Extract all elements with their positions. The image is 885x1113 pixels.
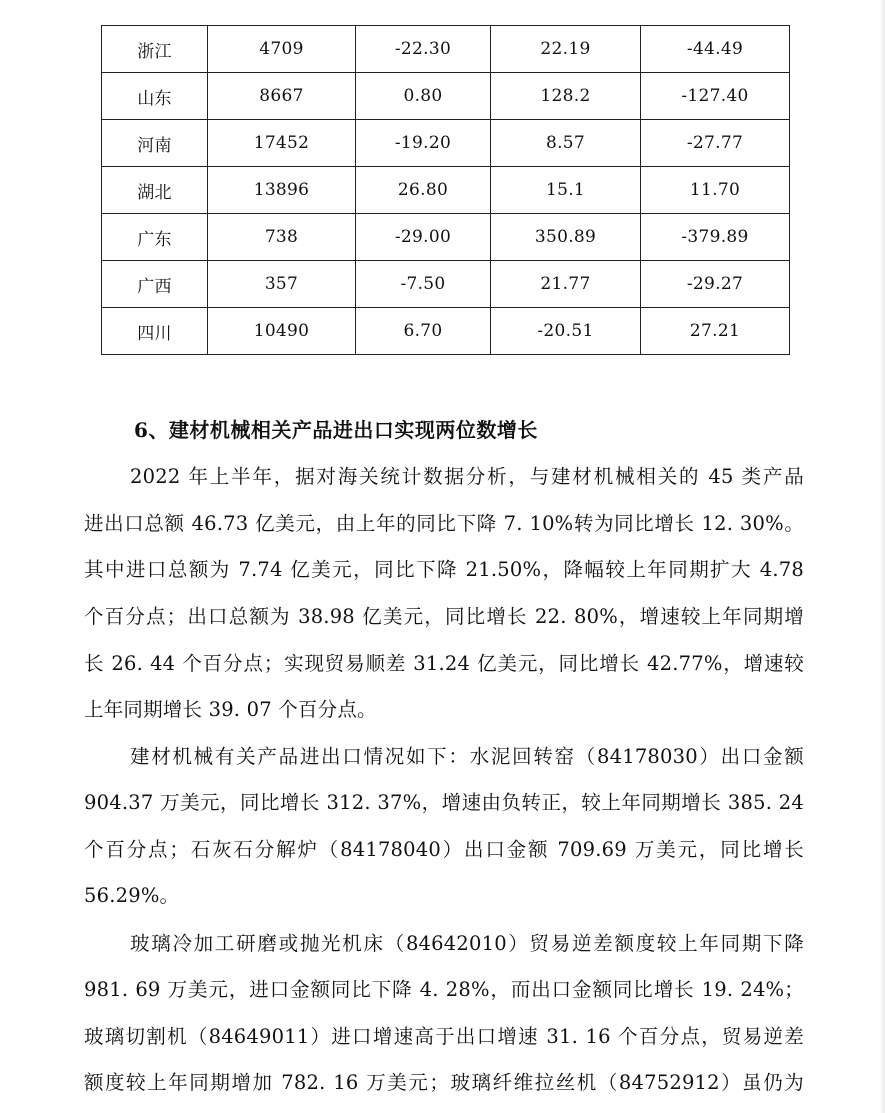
table-cell: 4709: [208, 26, 356, 73]
province-data-table: [101, 25, 790, 355]
table-cell: 0.80: [356, 73, 491, 120]
page-edge-shadow: [879, 0, 885, 1113]
table-cell: -127.40: [641, 73, 790, 120]
table-cell: 357: [208, 261, 356, 308]
paragraph-line: 个百分点；石灰石分解炉（84178040）出口金额 709.69 万美元，同比增长: [84, 838, 804, 861]
table-cell: 26.80: [356, 167, 491, 214]
table-row: [102, 73, 790, 120]
table-cell-province: 河南: [102, 120, 208, 167]
table-cell-province: 湖北: [102, 167, 208, 214]
paragraph-line: 玻璃切割机（84649011）进口增速高于出口增速 31. 16 个百分点，贸易逆差: [84, 1025, 804, 1048]
table-cell: 128.2: [491, 73, 641, 120]
table-row: [102, 308, 790, 355]
table-cell: 17452: [208, 120, 356, 167]
table-cell: -44.49: [641, 26, 790, 73]
table-cell: -379.89: [641, 214, 790, 261]
table-cell: -19.20: [356, 120, 491, 167]
table-cell: 21.77: [491, 261, 641, 308]
table-cell: 10490: [208, 308, 356, 355]
table-cell: -7.50: [356, 261, 491, 308]
paragraph-line: 玻璃冷加工研磨或抛光机床（84642010）贸易逆差额度较上年同期下降: [130, 932, 804, 955]
paragraph-line: 2022 年上半年，据对海关统计数据分析，与建材机械相关的 45 类产品: [130, 465, 804, 488]
table-row: [102, 214, 790, 261]
paragraph-line: 56.29%。: [84, 884, 180, 907]
table-cell-province: 广东: [102, 214, 208, 261]
table-cell: -27.77: [641, 120, 790, 167]
table-cell: 15.1: [491, 167, 641, 214]
table-cell: -20.51: [491, 308, 641, 355]
table-cell-province: 浙江: [102, 26, 208, 73]
table-row: [102, 167, 790, 214]
paragraph-line: 904.37 万美元，同比增长 312. 37%，增速由负转正，较上年同期增长 385. 24: [84, 791, 804, 814]
table-cell: 13896: [208, 167, 356, 214]
table-cell: 350.89: [491, 214, 641, 261]
table-cell: 11.70: [641, 167, 790, 214]
paragraph-line: 进出口总额 46.73 亿美元，由上年的同比下降 7. 10%转为同比增长 12. 30%。: [84, 512, 805, 535]
table-cell: -29.27: [641, 261, 790, 308]
table-cell: -29.00: [356, 214, 491, 261]
paragraph-line: 个百分点；出口总额为 38.98 亿美元，同比增长 22. 80%，增速较上年同期增: [84, 605, 804, 628]
table-cell: 27.21: [641, 308, 790, 355]
table-row: [102, 26, 790, 73]
table-row: [102, 120, 790, 167]
paragraph-line: 其中进口总额为 7.74 亿美元，同比下降 21.50%，降幅较上年同期扩大 4.78: [84, 558, 804, 581]
section-heading: 6、建材机械相关产品进出口实现两位数增长: [134, 418, 538, 442]
paragraph-line: 上年同期增长 39. 07 个百分点。: [84, 698, 377, 721]
paragraph-line: 建材机械有关产品进出口情况如下：水泥回转窑（84178030）出口金额: [130, 745, 804, 768]
paragraph-line: 额度较上年同期增加 782. 16 万美元；玻璃纤维拉丝机（84752912）虽仍为: [84, 1071, 804, 1094]
table-cell: 22.19: [491, 26, 641, 73]
table-cell-province: 山东: [102, 73, 208, 120]
paragraph-line: 长 26. 44 个百分点；实现贸易顺差 31.24 亿美元，同比增长 42.77%，增速较: [84, 652, 804, 675]
paragraph-line: 981. 69 万美元，进口金额同比下降 4. 28%，而出口金额同比增长 19. 24%；: [84, 978, 804, 1001]
table-cell-province: 广西: [102, 261, 208, 308]
table-cell: 8667: [208, 73, 356, 120]
table-cell: -22.30: [356, 26, 491, 73]
table-row: [102, 261, 790, 308]
table-cell: 8.57: [491, 120, 641, 167]
table-cell: 6.70: [356, 308, 491, 355]
table-cell-province: 四川: [102, 308, 208, 355]
table-cell: 738: [208, 214, 356, 261]
